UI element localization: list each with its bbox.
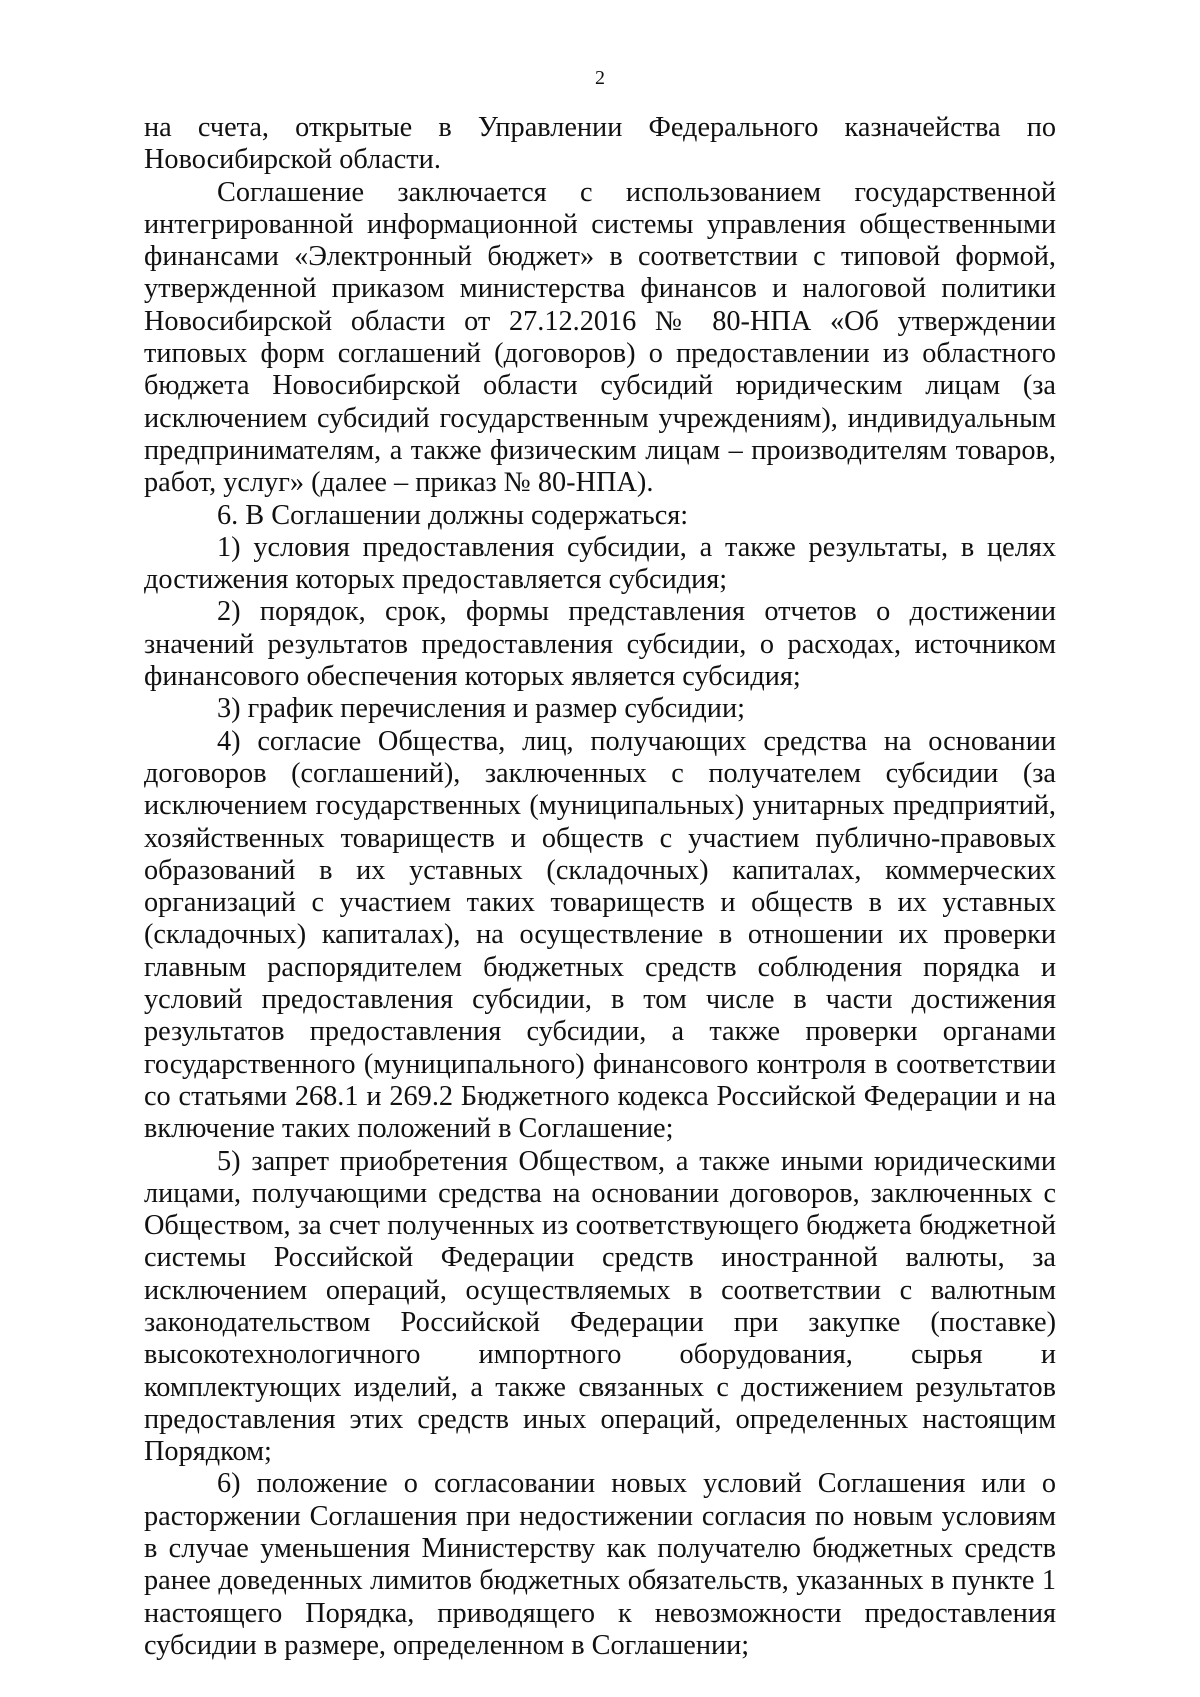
paragraph-agreement-system: Соглашение заключается с использованием государственной интегрированной информационной системы управления общественными финансами «Электронный бюджет» в соответствии с типовой формой, утвержденной приказом министерства финансов и налоговой политики Новосибирской области от 27.12.2016 № 80-НПА «Об утверждении типовых форм соглашений (договоров) о предоставлении из областного бюджета Новосибирской области субсидий юридическим лицам (за исключением субсидий государственным учреждениям), индивидуальным предпринимателям, а также физическим лицам – производителям товаров, работ, услуг» (далее – приказ № 80-НПА). (144, 176, 1056, 499)
paragraph-item-1: 1) условия предоставления субсидии, а также результаты, в целях достижения которых предоставляется субсидия; (144, 531, 1056, 596)
paragraph-section-6-heading: 6. В Соглашении должны содержаться: (217, 499, 689, 531)
paragraph-item-3: 3) график перечисления и размер субсидии; (217, 693, 745, 725)
paragraph-item-5: 5) запрет приобретения Обществом, а также иными юридическими лицами, получающими средства на основании договоров, заключенных с Обществом, за счет полученных из соответствующего бюджета бюджетной системы Российской Федерации средств иностранной валюты, за исключением операций, осуществляемых в соответствии с валютным законодательством Российской Федерации при закупке (поставке) высокотехнологичного импортного оборудования, сырья и комплектующих изделий, а также связанных с достижением результатов предоставления этих средств иных операций, определенных настоящим Порядком; (144, 1145, 1056, 1468)
paragraph-item-4: 4) согласие Общества, лиц, получающих средства на основании договоров (соглашений), заключенных с получателем субсидии (за исключением государственных (муниципальных) унитарных предприятий, хозяйственных товариществ и обществ с участием публично-правовых образований в их уставных (складочных) капиталах, коммерческих организаций с участием таких товариществ и обществ в их уставных (складочных) капиталах), на осуществление в отношении их проверки главным распорядителем бюджетных средств соблюдения порядка и условий предоставления субсидии, в том числе в части достижения результатов предоставления субсидии, а также проверки органами государственного (муниципального) финансового контроля в соответствии со статьями 268.1 и 269.2 Бюджетного кодекса Российской Федерации и на включение таких положений в Соглашение; (144, 725, 1056, 1145)
paragraph-accounts: на счета, открытые в Управлении Федерального казначейства по Новосибирской области. (144, 112, 1056, 176)
page-number: 2 (595, 67, 605, 89)
paragraph-item-2: 2) порядок, срок, формы представления отчетов о достижении значений результатов предоставления субсидии, о расходах, источником финансового обеспечения которых является субсидия; (144, 596, 1056, 693)
paragraph-item-6: 6) положение о согласовании новых условий Соглашения или о расторжении Соглашения при недостижении согласия по новым условиям в случае уменьшения Министерству как получателю бюджетных средств ранее доведенных лимитов бюджетных обязательств, указанных в пункте 1 настоящего Порядка, приводящего к невозможности предоставления субсидии в размере, определенном в Соглашении; (144, 1468, 1056, 1661)
document-body (144, 112, 1056, 1662)
